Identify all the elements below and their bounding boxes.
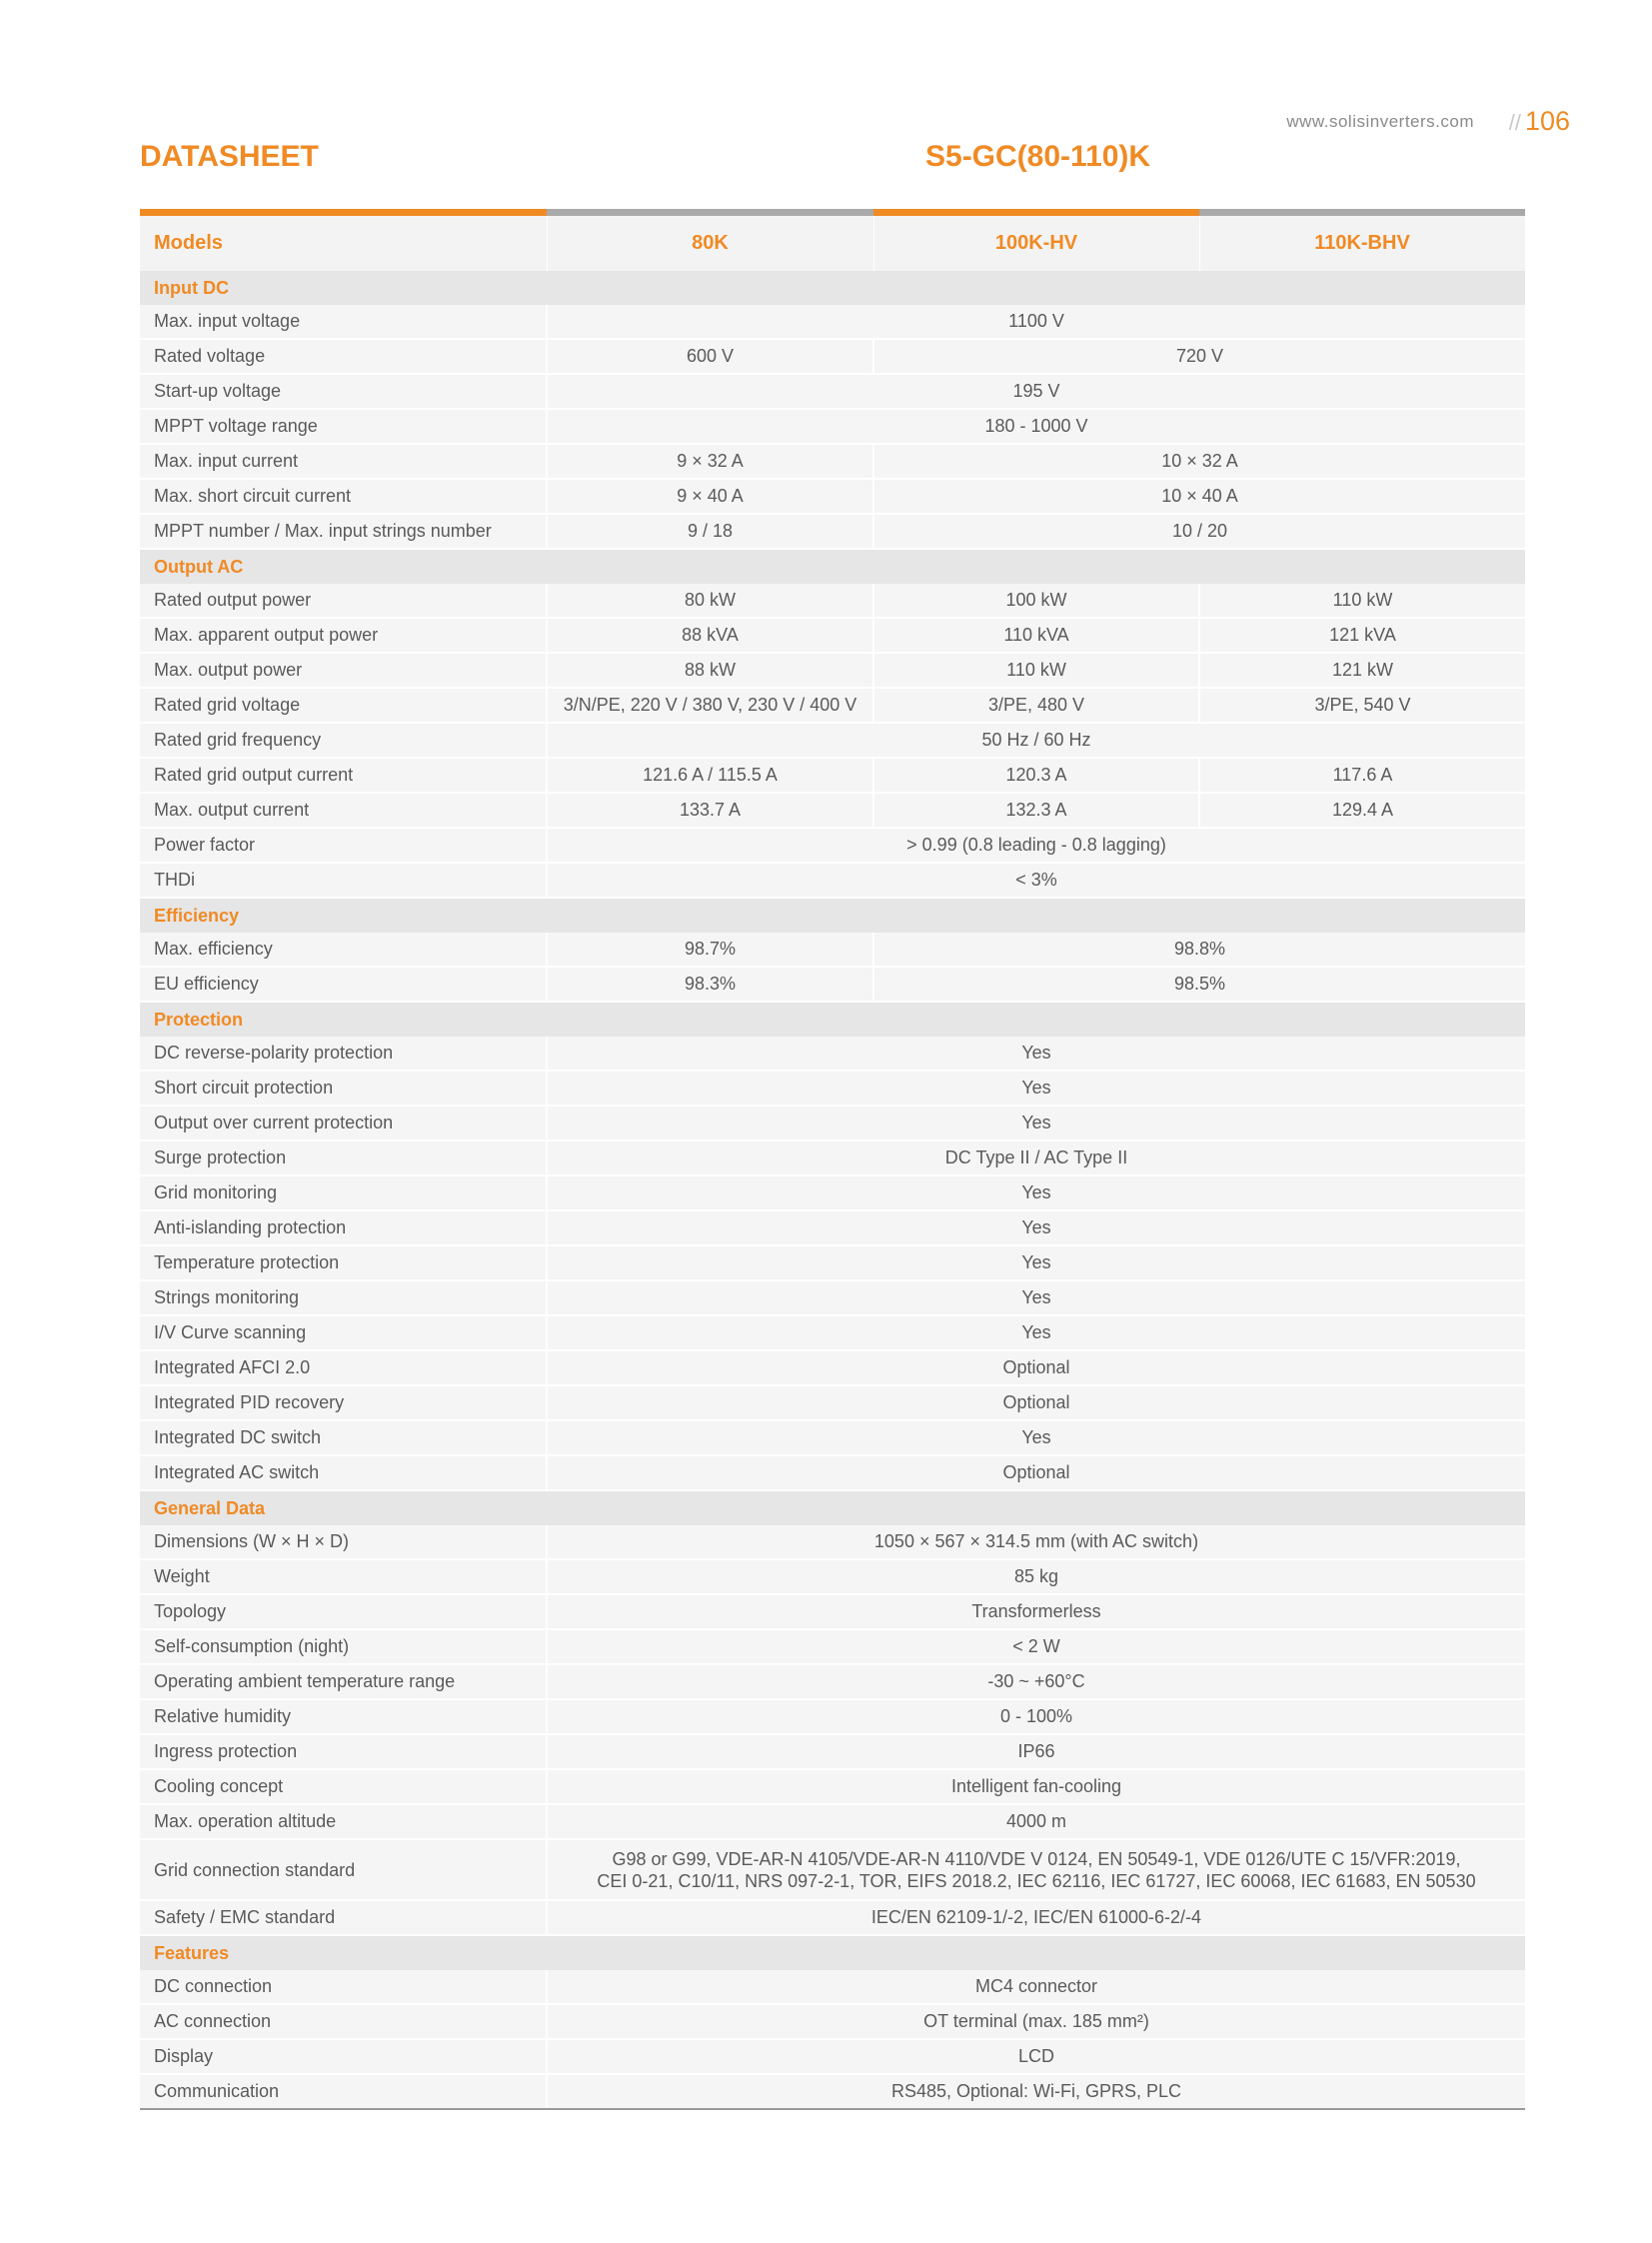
table-row — [140, 618, 1525, 653]
spec-label: Rated grid output current — [140, 758, 547, 793]
spec-value: 1100 V — [547, 305, 1525, 339]
spec-label: THDi — [140, 863, 547, 898]
section-title: Protection — [140, 1002, 1525, 1037]
spec-value: IEC/EN 62109-1/-2, IEC/EN 61000-6-2/-4 — [547, 1900, 1525, 1935]
spec-value: 132.3 A — [873, 793, 1199, 828]
table-row — [140, 374, 1525, 409]
models-header-row — [140, 216, 1525, 271]
spec-value: 98.3% — [547, 967, 873, 1002]
spec-value: 121.6 A / 115.5 A — [547, 758, 873, 793]
table-row — [140, 1734, 1525, 1769]
spec-value: 80 kW — [547, 584, 873, 618]
spec-value: Yes — [547, 1210, 1525, 1245]
spec-label: Temperature protection — [140, 1245, 547, 1280]
spec-value: 110 kW — [873, 653, 1199, 688]
table-row — [140, 933, 1525, 967]
doc-title: DATASHEET — [140, 140, 319, 173]
table-row — [140, 1175, 1525, 1210]
spec-value: 720 V — [873, 339, 1525, 374]
table-row — [140, 305, 1525, 339]
table-row — [140, 444, 1525, 479]
spec-label: Rated output power — [140, 584, 547, 618]
spec-value: Yes — [547, 1106, 1525, 1140]
section-row — [140, 271, 1525, 305]
spec-label: Topology — [140, 1594, 547, 1629]
spec-label: Max. efficiency — [140, 933, 547, 967]
accent-bar — [873, 209, 1199, 216]
header-color-bars — [140, 209, 1525, 216]
table-row — [140, 1664, 1525, 1699]
section-row — [140, 549, 1525, 584]
spec-label: Output over current protection — [140, 1106, 547, 1140]
gray-bar — [547, 209, 873, 216]
table-row — [140, 863, 1525, 898]
table-row — [140, 1106, 1525, 1140]
section-row — [140, 898, 1525, 933]
spec-value: Yes — [547, 1037, 1525, 1071]
table-row — [140, 1594, 1525, 1629]
spec-value: 50 Hz / 60 Hz — [547, 723, 1525, 758]
spec-value: 120.3 A — [873, 758, 1199, 793]
spec-value: Yes — [547, 1420, 1525, 1455]
gray-bar — [1199, 209, 1525, 216]
spec-label: Max. short circuit current — [140, 479, 547, 514]
spec-label: Max. apparent output power — [140, 618, 547, 653]
table-row — [140, 1280, 1525, 1315]
website-url: www.solisinverters.com — [1286, 112, 1474, 131]
spec-value: Optional — [547, 1350, 1525, 1385]
page-number-value: 106 — [1524, 106, 1570, 136]
spec-label: Strings monitoring — [140, 1280, 547, 1315]
model-100k-hv: 100K-HV — [873, 216, 1199, 271]
spec-value: LCD — [547, 2039, 1525, 2074]
spec-label: DC reverse-polarity protection — [140, 1037, 547, 1071]
spec-value: Yes — [547, 1175, 1525, 1210]
spec-value: 88 kVA — [547, 618, 873, 653]
section-row — [140, 1002, 1525, 1037]
spec-label: MPPT number / Max. input strings number — [140, 514, 547, 549]
spec-value: DC Type II / AC Type II — [547, 1140, 1525, 1175]
spec-value: 100 kW — [873, 584, 1199, 618]
section-title: Output AC — [140, 549, 1525, 584]
table-row — [140, 653, 1525, 688]
spec-value: 180 - 1000 V — [547, 409, 1525, 444]
spec-value: -30 ~ +60°C — [547, 1664, 1525, 1699]
table-row — [140, 2039, 1525, 2074]
spec-value: 117.6 A — [1199, 758, 1525, 793]
spec-label: Weight — [140, 1559, 547, 1594]
spec-label: Self-consumption (night) — [140, 1629, 547, 1664]
spec-label: AC connection — [140, 2004, 547, 2039]
spec-value: 85 kg — [547, 1559, 1525, 1594]
spec-value: IP66 — [547, 1734, 1525, 1769]
table-row — [140, 1559, 1525, 1594]
spec-value: 3/PE, 540 V — [1199, 688, 1525, 723]
spec-value: Yes — [547, 1315, 1525, 1350]
spec-value: 98.8% — [873, 933, 1525, 967]
spec-value: 129.4 A — [1199, 793, 1525, 828]
table-row — [140, 1839, 1525, 1900]
spec-value: Transformerless — [547, 1594, 1525, 1629]
spec-value: Yes — [547, 1245, 1525, 1280]
spec-value: 3/PE, 480 V — [873, 688, 1199, 723]
table-row — [140, 584, 1525, 618]
table-row — [140, 1037, 1525, 1071]
spec-label: MPPT voltage range — [140, 409, 547, 444]
section-title: Features — [140, 1935, 1525, 1970]
table-row — [140, 1315, 1525, 1350]
spec-label: DC connection — [140, 1970, 547, 2004]
spec-value: 121 kW — [1199, 653, 1525, 688]
spec-label: Max. operation altitude — [140, 1804, 547, 1839]
spec-value: 195 V — [547, 374, 1525, 409]
table-row — [140, 1350, 1525, 1385]
table-row — [140, 1455, 1525, 1490]
spec-value-line: G98 or G99, VDE-AR-N 4105/VDE-AR-N 4110/VDE V 0124, EN 50549-1, VDE 0126/UTE C 15/VFR:2019, — [612, 1848, 1461, 1869]
spec-label: Max. output current — [140, 793, 547, 828]
spec-label: EU efficiency — [140, 967, 547, 1002]
table-row — [140, 1769, 1525, 1804]
spec-value: Optional — [547, 1455, 1525, 1490]
table-row — [140, 1699, 1525, 1734]
spec-label: Relative humidity — [140, 1699, 547, 1734]
spec-label: Power factor — [140, 828, 547, 863]
spec-label: Safety / EMC standard — [140, 1900, 547, 1935]
section-title: Input DC — [140, 271, 1525, 305]
spec-label: Display — [140, 2039, 547, 2074]
spec-value: Yes — [547, 1280, 1525, 1315]
spec-value: 9 × 32 A — [547, 444, 873, 479]
spec-value: 3/N/PE, 220 V / 380 V, 230 V / 400 V — [547, 688, 873, 723]
spec-value — [547, 1839, 1525, 1900]
spec-value: 121 kVA — [1199, 618, 1525, 653]
spec-value: 133.7 A — [547, 793, 873, 828]
spec-label: Max. input current — [140, 444, 547, 479]
spec-label: Integrated AFCI 2.0 — [140, 1350, 547, 1385]
spec-label: Grid monitoring — [140, 1175, 547, 1210]
table-row — [140, 688, 1525, 723]
spec-label: Max. input voltage — [140, 305, 547, 339]
section-row — [140, 1490, 1525, 1525]
table-row — [140, 339, 1525, 374]
spec-table — [140, 216, 1526, 2110]
spec-label: Communication — [140, 2074, 547, 2109]
table-row — [140, 2004, 1525, 2039]
spec-value: 110 kW — [1199, 584, 1525, 618]
spec-value: Intelligent fan-cooling — [547, 1769, 1525, 1804]
spec-label: Rated voltage — [140, 339, 547, 374]
table-row — [140, 1525, 1525, 1559]
spec-value: 98.7% — [547, 933, 873, 967]
table-row — [140, 828, 1525, 863]
spec-value: MC4 connector — [547, 1970, 1525, 2004]
table-row — [140, 793, 1525, 828]
table-row — [140, 514, 1525, 549]
spec-label: Rated grid frequency — [140, 723, 547, 758]
spec-value: Optional — [547, 1385, 1525, 1420]
spec-label: Rated grid voltage — [140, 688, 547, 723]
spec-value: > 0.99 (0.8 leading - 0.8 lagging) — [547, 828, 1525, 863]
models-label: Models — [140, 216, 547, 271]
table-row — [140, 2074, 1525, 2109]
spec-label: Surge protection — [140, 1140, 547, 1175]
model-80k: 80K — [547, 216, 873, 271]
spec-label: Integrated AC switch — [140, 1455, 547, 1490]
spec-value: 98.5% — [873, 967, 1525, 1002]
table-row — [140, 1385, 1525, 1420]
spec-label: Anti-islanding protection — [140, 1210, 547, 1245]
spec-value: Yes — [547, 1071, 1525, 1106]
model-series-title: S5-GC(80-110)K — [925, 140, 1151, 173]
spec-label: Integrated DC switch — [140, 1420, 547, 1455]
section-title: General Data — [140, 1490, 1525, 1525]
table-row — [140, 1245, 1525, 1280]
spec-label: Ingress protection — [140, 1734, 547, 1769]
table-row — [140, 758, 1525, 793]
table-row — [140, 1804, 1525, 1839]
section-title: Efficiency — [140, 898, 1525, 933]
table-row — [140, 1420, 1525, 1455]
table-row — [140, 1210, 1525, 1245]
table-row — [140, 1071, 1525, 1106]
table-row — [140, 1629, 1525, 1664]
spec-label: Dimensions (W × H × D) — [140, 1525, 547, 1559]
spec-value: OT terminal (max. 185 mm²) — [547, 2004, 1525, 2039]
table-row — [140, 479, 1525, 514]
spec-value: < 2 W — [547, 1629, 1525, 1664]
table-row — [140, 967, 1525, 1002]
spec-value: 110 kVA — [873, 618, 1199, 653]
spec-value: RS485, Optional: Wi-Fi, GPRS, PLC — [547, 2074, 1525, 2109]
spec-value-line: CEI 0-21, C10/11, NRS 097-2-1, TOR, EIFS 2018.2, IEC 62116, IEC 61727, IEC 60068, IEC 61683, EN 50530 — [597, 1870, 1476, 1891]
spec-value: 600 V — [547, 339, 873, 374]
table-row — [140, 723, 1525, 758]
accent-bar — [140, 209, 547, 216]
spec-table-body — [140, 271, 1525, 2109]
spec-label: I/V Curve scanning — [140, 1315, 547, 1350]
table-row — [140, 1970, 1525, 2004]
spec-label: Max. output power — [140, 653, 547, 688]
spec-value: 9 / 18 — [547, 514, 873, 549]
table-row — [140, 1140, 1525, 1175]
model-110k-bhv: 110K-BHV — [1199, 216, 1525, 271]
spec-value: 88 kW — [547, 653, 873, 688]
table-row — [140, 1900, 1525, 1935]
spec-value: < 3% — [547, 863, 1525, 898]
table-row — [140, 409, 1525, 444]
section-row — [140, 1935, 1525, 1970]
spec-label: Start-up voltage — [140, 374, 547, 409]
spec-label: Grid connection standard — [140, 1839, 547, 1900]
spec-value: 9 × 40 A — [547, 479, 873, 514]
spec-value: 10 × 32 A — [873, 444, 1525, 479]
spec-label: Operating ambient temperature range — [140, 1664, 547, 1699]
spec-value: 4000 m — [547, 1804, 1525, 1839]
spec-value: 0 - 100% — [547, 1699, 1525, 1734]
spec-value: 1050 × 567 × 314.5 mm (with AC switch) — [547, 1525, 1525, 1559]
page-number: // 106 — [1508, 106, 1570, 136]
spec-value: 10 × 40 A — [873, 479, 1525, 514]
spec-label: Integrated PID recovery — [140, 1385, 547, 1420]
spec-label: Cooling concept — [140, 1769, 547, 1804]
spec-label: Short circuit protection — [140, 1071, 547, 1106]
spec-value: 10 / 20 — [873, 514, 1525, 549]
